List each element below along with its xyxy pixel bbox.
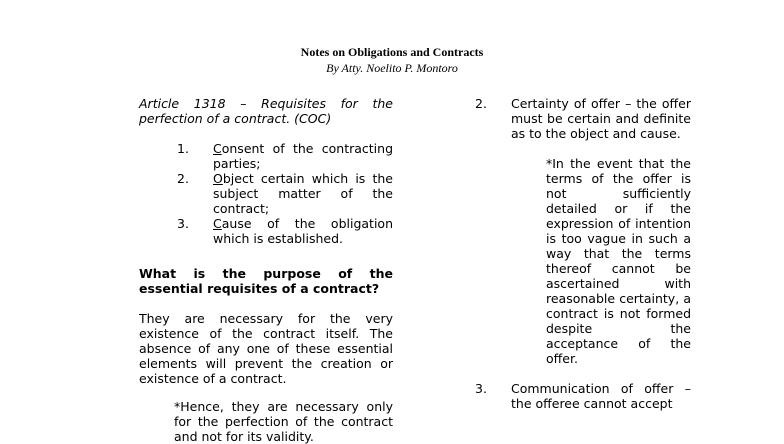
- right-column: [475, 96, 691, 411]
- document-author: By Atty. Noelito P. Montoro: [326, 61, 458, 75]
- offer-note: *In the event that the terms of the offer is not sufficiently detailed or if the expression of intention is too vague in such a way that the terms thereof cannot be ascertained with reasonable certainty, a contract is not formed despite the acceptance of the offer.: [546, 156, 691, 366]
- left-column: [139, 96, 393, 444]
- requisite-initial: C: [213, 216, 222, 231]
- note-paragraph: *Hence, they are necessary only for the perfection of the contract and not for its validity.: [174, 399, 393, 444]
- question-heading: What is the purpose of the essential requisites of a contract?: [139, 266, 393, 296]
- article-heading: Article 1318 – Requisites for the perfection of a contract. (COC): [139, 96, 393, 126]
- requisite-text: onsent of the contracting parties;: [213, 141, 393, 171]
- document-title: Notes on Obligations and Contracts: [300, 45, 484, 59]
- requisite-number: 3.: [177, 216, 189, 231]
- item-text: Certainty of offer – the offer must be certain and definite as to the object and cause.: [511, 96, 691, 141]
- requisite-item: [139, 171, 393, 216]
- requisite-number: 2.: [177, 171, 189, 186]
- requisite-item: [139, 216, 393, 246]
- requisite-item: [139, 141, 393, 171]
- requisite-text: ause of the obligation which is established.: [213, 216, 393, 246]
- requisite-initial: O: [213, 171, 223, 186]
- requisite-initial: C: [213, 141, 222, 156]
- item-number: 3.: [475, 381, 487, 396]
- offer-item: [475, 96, 691, 141]
- item-text: Communication of offer – the offeree cannot accept: [511, 381, 691, 411]
- offer-item: [475, 381, 691, 411]
- requisite-text: bject certain which is the subject matter of the contract;: [213, 171, 393, 216]
- answer-paragraph: They are necessary for the very existence of the contract itself. The absence of any one of these essential elements will prevent the creation or existence of a contract.: [139, 311, 393, 386]
- requisite-number: 1.: [177, 141, 189, 156]
- item-number: 2.: [475, 96, 487, 111]
